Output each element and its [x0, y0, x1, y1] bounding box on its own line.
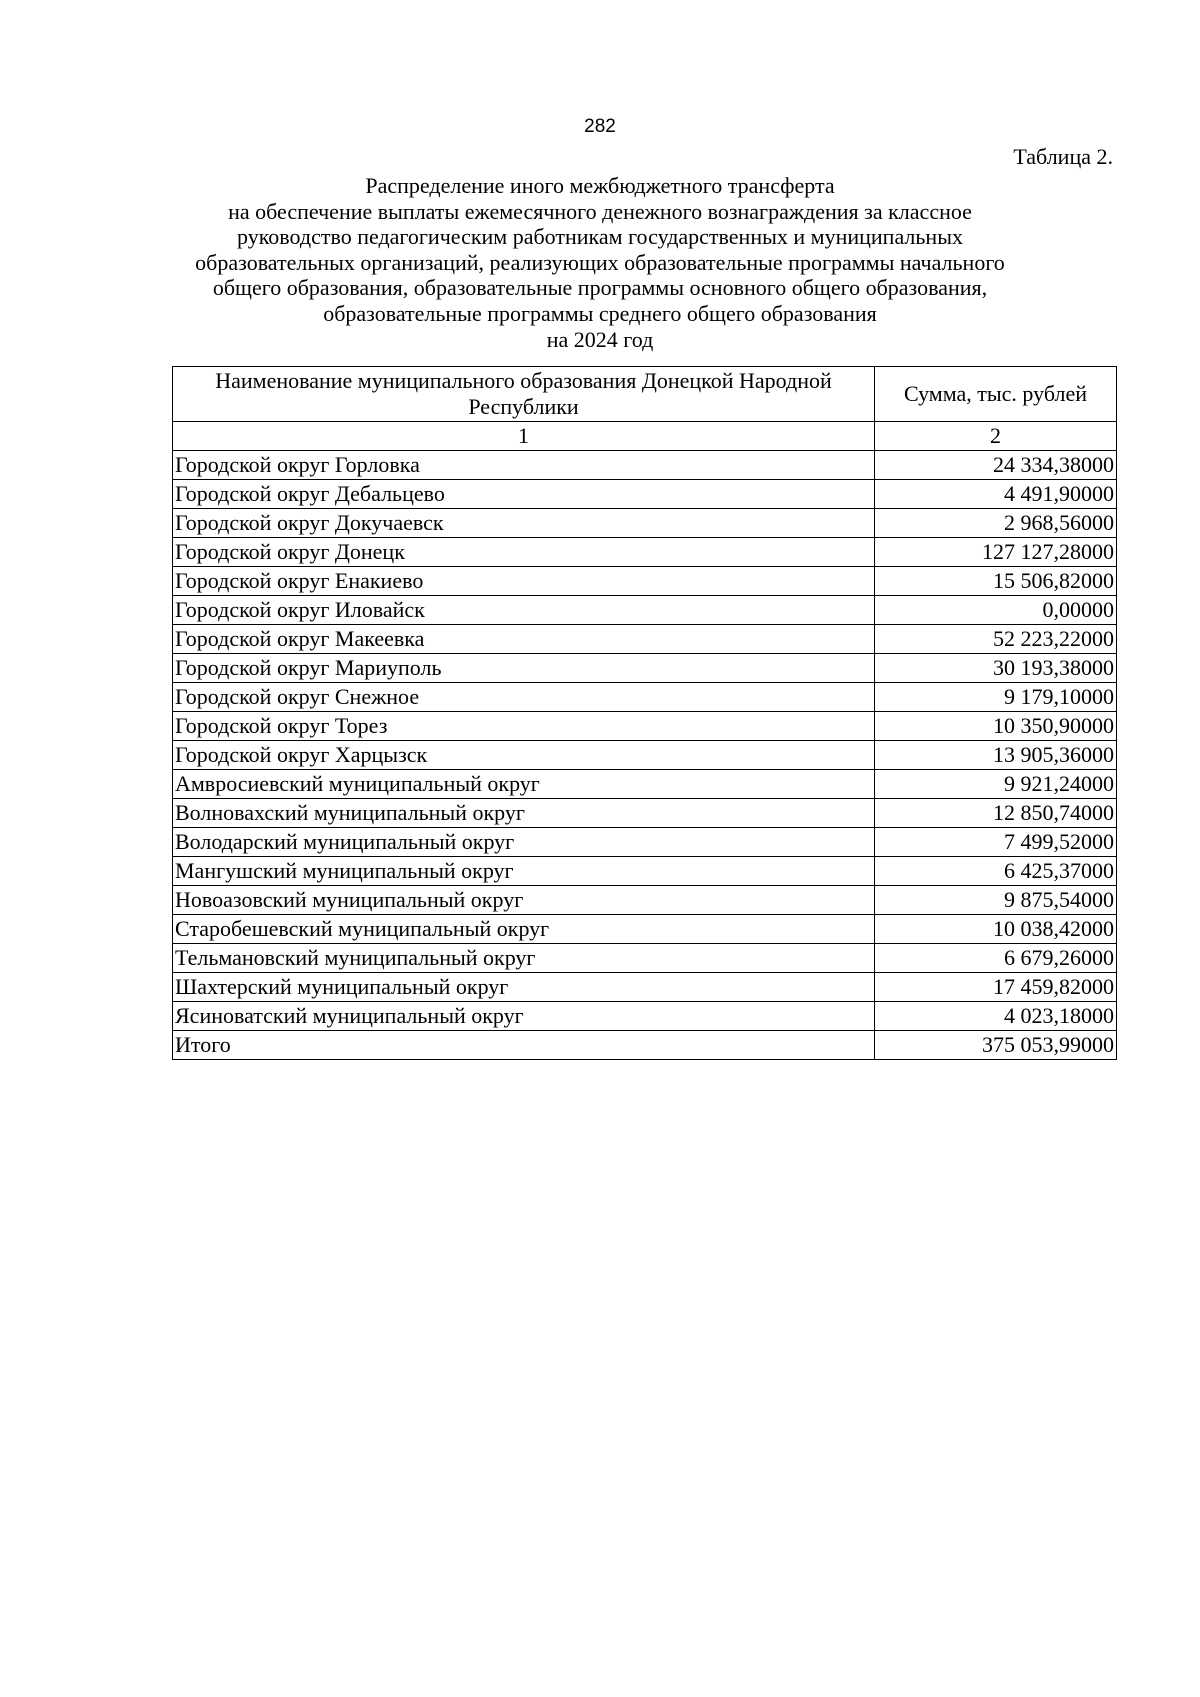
distribution-table	[172, 366, 1117, 1060]
sum-cell: 15 506,82000	[875, 567, 1117, 596]
sum-cell: 2 968,56000	[875, 509, 1117, 538]
municipality-name-cell: Старобешевский муниципальный округ	[173, 915, 875, 944]
municipality-name-cell: Новоазовский муниципальный округ	[173, 886, 875, 915]
sum-cell: 52 223,22000	[875, 625, 1117, 654]
sum-cell: 127 127,28000	[875, 538, 1117, 567]
table-row	[173, 1002, 1117, 1031]
sum-cell: 9 875,54000	[875, 886, 1117, 915]
municipality-name-cell: Городской округ Докучаевск	[173, 509, 875, 538]
total-row	[173, 1031, 1117, 1060]
sum-cell: 9 921,24000	[875, 770, 1117, 799]
sum-cell: 10 350,90000	[875, 712, 1117, 741]
column-number-row	[173, 422, 1117, 451]
municipality-name-cell: Городской округ Снежное	[173, 683, 875, 712]
sum-cell: 24 334,38000	[875, 451, 1117, 480]
page-number: 282	[584, 116, 616, 137]
municipality-name-cell: Итого	[173, 1031, 875, 1060]
municipality-name-cell: Шахтерский муниципальный округ	[173, 973, 875, 1002]
table-header-row	[173, 367, 1117, 422]
table-body	[173, 451, 1117, 1060]
municipality-name-cell: Городской округ Иловайск	[173, 596, 875, 625]
header-municipality-name: Наименование муниципального образования Донецкой Народной Республики	[173, 367, 875, 422]
sum-cell: 30 193,38000	[875, 654, 1117, 683]
title-line: Распределение иного межбюджетного трансферта	[365, 173, 835, 198]
municipality-name-cell: Ясиноватский муниципальный округ	[173, 1002, 875, 1031]
sum-cell: 0,00000	[875, 596, 1117, 625]
header-sum: Сумма, тыс. рублей	[875, 367, 1117, 422]
table-row	[173, 857, 1117, 886]
sum-cell: 12 850,74000	[875, 799, 1117, 828]
table-row	[173, 973, 1117, 1002]
table-row	[173, 509, 1117, 538]
table-row	[173, 944, 1117, 973]
sum-cell: 4 491,90000	[875, 480, 1117, 509]
title-line: образовательных организаций, реализующих образовательные программы начального	[195, 249, 1005, 275]
municipality-name-cell: Городской округ Торез	[173, 712, 875, 741]
municipality-name-cell: Володарский муниципальный округ	[173, 828, 875, 857]
table-row	[173, 625, 1117, 654]
title-line: на 2024 год	[546, 326, 654, 352]
sum-cell: 7 499,52000	[875, 828, 1117, 857]
table-row	[173, 886, 1117, 915]
municipality-name-cell: Мангушский муниципальный округ	[173, 857, 875, 886]
table-row	[173, 683, 1117, 712]
municipality-name-cell: Волновахский муниципальный округ	[173, 799, 875, 828]
municipality-name-cell: Городской округ Макеевка	[173, 625, 875, 654]
title-line: на обеспечение выплаты ежемесячного денежного вознаграждения за классное	[228, 198, 972, 224]
table-row	[173, 770, 1117, 799]
municipality-name-cell: Городской округ Дебальцево	[173, 480, 875, 509]
sum-cell: 10 038,42000	[875, 915, 1117, 944]
table-row	[173, 828, 1117, 857]
table-row	[173, 799, 1117, 828]
municipality-name-cell: Городской округ Харцызск	[173, 741, 875, 770]
column-number: 2	[875, 422, 1117, 451]
table-row	[173, 712, 1117, 741]
sum-cell: 17 459,82000	[875, 973, 1117, 1002]
table-row	[173, 596, 1117, 625]
municipality-name-cell: Тельмановский муниципальный округ	[173, 944, 875, 973]
table-row	[173, 654, 1117, 683]
municipality-name-cell: Амвросиевский муниципальный округ	[173, 770, 875, 799]
sum-cell: 6 425,37000	[875, 857, 1117, 886]
table-row	[173, 451, 1117, 480]
municipality-name-cell: Городской округ Донецк	[173, 538, 875, 567]
sum-cell: 6 679,26000	[875, 944, 1117, 973]
table-row	[173, 915, 1117, 944]
municipality-name-cell: Городской округ Горловка	[173, 451, 875, 480]
title-line: образовательные программы среднего общего образования	[323, 300, 877, 326]
sum-cell: 9 179,10000	[875, 683, 1117, 712]
sum-cell: 375 053,99000	[875, 1031, 1117, 1060]
table-row	[173, 741, 1117, 770]
sum-cell: 4 023,18000	[875, 1002, 1117, 1031]
table-row	[173, 538, 1117, 567]
document-title	[0, 173, 1200, 352]
table-label: Таблица 2.	[1013, 144, 1113, 169]
column-number: 1	[173, 422, 875, 451]
title-line: общего образования, образовательные программы основного общего образования,	[212, 275, 988, 301]
table-row	[173, 567, 1117, 596]
municipality-name-cell: Городской округ Мариуполь	[173, 654, 875, 683]
table-row	[173, 480, 1117, 509]
title-line: руководство педагогическим работникам государственных и муниципальных	[237, 224, 963, 250]
municipality-name-cell: Городской округ Енакиево	[173, 567, 875, 596]
sum-cell: 13 905,36000	[875, 741, 1117, 770]
